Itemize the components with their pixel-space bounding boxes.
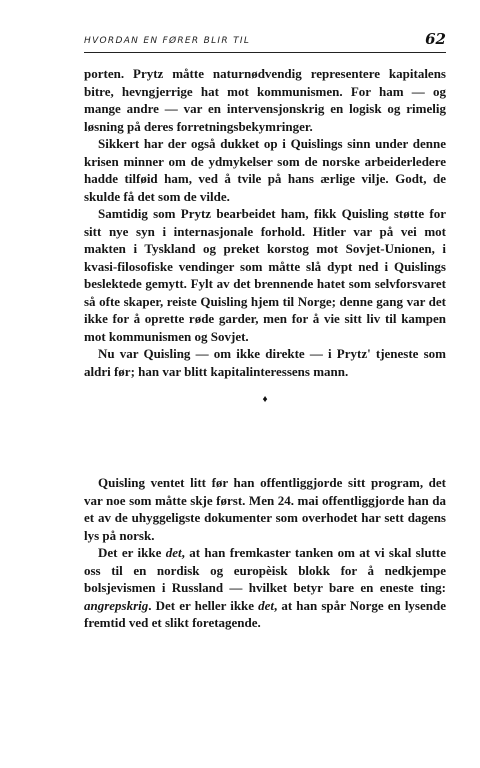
page-number: 62 [425,30,446,48]
running-header [84,30,446,53]
book-page [84,30,446,632]
paragraph: Quisling ventet litt før han offentliggjorde sitt program, det var noe som måtte skje først. Men 24. mai offentliggjorde han da et av de uhyggeligste dokumenter som overhodet har sett dagens lys på norsk. [84,475,446,543]
emphasis-text: det [258,597,275,613]
section-one [84,65,446,380]
paragraph: Sikkert har der også dukket op i Quislings sinn under denne krisen minner om de ydmykelser som de norske arbeiderledere hadde tilføid ham, ved å tvile på hans ærlige vilje. Godt, de skulde få det som de vilde. [84,136,446,204]
paragraph [84,544,446,632]
text-run: , at han spår Norge en lysende fremtid ved et slikt foretagende. [84,597,446,630]
paragraph: Nu var Quisling — om ikke direkte — i Prytz' tjeneste som aldri før; han var blitt kapitalinteressens mann. [84,346,446,379]
text-run: Det er ikke [98,545,166,560]
section-two [84,474,446,632]
paragraph: Samtidig som Prytz bearbeidet ham, fikk Quisling støtte for sitt nye syn i internasjonale forhold. Hitler var på vei mot makten i Tyskland og preket korstog mot Sovjet-Unionen, i kvasi-filosofiske vendinger som måtte slå dypt ned i Quislings beslektede gemytt. Fylt av det brennende hatet som selvforsvaret så ofte skaper, reiste Quisling hjem til Norge; denne gang var det ikke for å oprette røde garder, men for å vie sitt liv til kampen mot kommunismen og Sovjet. [84,206,446,344]
text-run: . Det er heller ikke [148,597,259,613]
text-run: , at han fremkaster tanken om at vi skal slutte oss til en nordisk og europèisk blokk for å nedkjempe bolsjevismen i Russland — hvilket betyr bare en eneste ting: [84,545,446,595]
paragraph-continued: porten. Prytz måtte naturnødvendig representere kapitalens bitre, hevngjerrige hat mot kommunismen. For ham — og mange andre — var en intervensjonskrig en logisk og rimelig løsning på deres forretningsbekymringer. [84,66,446,134]
running-title: HVORDAN EN FØRER BLIR TIL [84,36,251,46]
emphasis-text: angrepskrig [84,597,149,613]
emphasis-text: det [165,545,182,560]
section-separator-ornament: ♦ [262,394,268,405]
